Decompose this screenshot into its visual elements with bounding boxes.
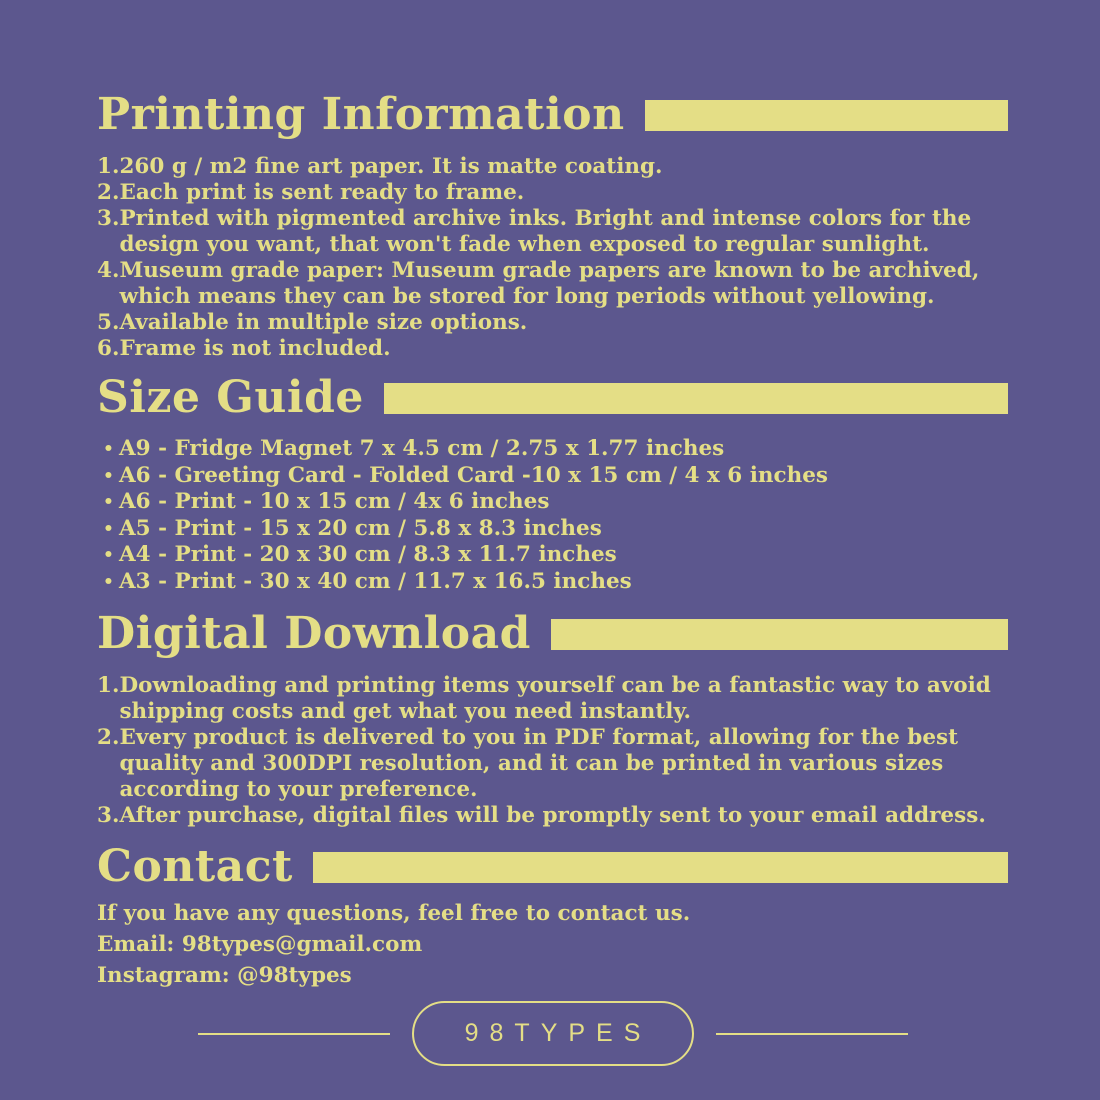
size-guide-heading-row — [97, 373, 1008, 423]
contact-instagram: Instagram: @98types — [97, 963, 352, 988]
list-text: Available in multiple size options. — [119, 310, 528, 335]
brand-name: 98TYPES — [464, 1019, 652, 1047]
list-text: Museum grade paper: Museum grade papers are known to be archived, which means they can be stored for long periods without yellowing. — [119, 258, 980, 309]
list-text: A3 - Print - 30 x 40 cm / 11.7 x 16.5 inches — [119, 568, 632, 594]
contact-title: Contact — [97, 841, 293, 892]
printing-title: Printing Information — [97, 89, 625, 140]
list-marker: 1. — [97, 154, 120, 179]
list-marker: 4. — [97, 258, 120, 283]
list-text: Each print is sent ready to frame. — [119, 180, 525, 205]
digital-download-list — [97, 673, 1008, 829]
section-contact — [97, 842, 1008, 991]
list-item — [97, 154, 1008, 180]
printing-list — [97, 154, 1008, 362]
contact-intro: If you have any questions, feel free to contact us. — [97, 901, 691, 926]
list-text: Downloading and printing items yourself can be a fantastic way to avoid shipping costs and get what you need instantly. — [119, 673, 991, 724]
contact-accent-bar — [313, 852, 1008, 883]
list-item — [97, 725, 1008, 803]
printing-heading-row — [97, 90, 1008, 140]
section-digital-download — [97, 609, 1008, 829]
list-marker: 3. — [97, 206, 120, 231]
section-size-guide — [97, 373, 1008, 595]
list-text: A5 - Print - 15 x 20 cm / 5.8 x 8.3 inches — [119, 515, 602, 541]
list-item — [97, 336, 1008, 362]
section-printing-information — [97, 90, 1008, 362]
bullet-icon: • — [103, 571, 114, 592]
list-text: A4 - Print - 20 x 30 cm / 8.3 x 11.7 inches — [119, 542, 617, 567]
size-guide-list — [97, 436, 1008, 595]
list-text: Every product is delivered to you in PDF format, allowing for the best quality and 300DPI resolution, and it can be printed in various sizes according to your preference. — [119, 725, 959, 802]
bullet-icon: • — [103, 492, 114, 512]
digital-download-accent-bar — [551, 619, 1008, 650]
list-item — [97, 436, 1008, 463]
list-marker: 3. — [97, 803, 120, 828]
contact-email: Email: 98types@gmail.com — [97, 932, 423, 957]
list-text: A6 - Print - 10 x 15 cm / 4x 6 inches — [119, 489, 550, 514]
list-marker: 2. — [97, 180, 120, 205]
left-divider-line — [198, 1033, 390, 1035]
list-item — [97, 569, 1008, 596]
brand-badge — [412, 1001, 694, 1066]
bullet-icon: • — [103, 439, 114, 459]
contact-lines — [97, 898, 1008, 991]
list-text: A6 - Greeting Card - Folded Card -10 x 15 cm / 4 x 6 inches — [119, 462, 829, 488]
digital-download-title: Digital Download — [97, 608, 531, 659]
bullet-icon: • — [103, 465, 114, 486]
printing-accent-bar — [645, 100, 1008, 131]
list-item — [97, 310, 1008, 336]
list-text: Printed with pigmented archive inks. Bright and intense colors for the design you want, that won't fade when exposed to regular sunlight. — [119, 206, 972, 257]
list-item — [97, 463, 1008, 490]
list-marker: 5. — [97, 310, 120, 335]
list-marker: 2. — [97, 725, 120, 750]
list-item — [97, 673, 1008, 725]
list-text: Frame is not included. — [119, 336, 391, 361]
list-marker: 6. — [97, 336, 120, 361]
size-guide-title: Size Guide — [97, 372, 364, 423]
list-text: A9 - Fridge Magnet 7 x 4.5 cm / 2.75 x 1.77 inches — [119, 436, 725, 461]
list-marker: 1. — [97, 673, 120, 698]
contact-heading-row — [97, 842, 1008, 892]
digital-download-heading-row — [97, 609, 1008, 659]
footer-brand-row — [97, 1001, 1008, 1066]
list-item — [97, 542, 1008, 569]
right-divider-line — [716, 1033, 908, 1035]
size-guide-accent-bar — [384, 383, 1008, 414]
list-text: 260 g / m2 fine art paper. It is matte coating. — [119, 154, 663, 179]
list-item — [97, 206, 1008, 258]
list-item — [97, 803, 1008, 829]
list-item — [97, 258, 1008, 310]
list-item — [97, 180, 1008, 206]
bullet-icon: • — [103, 518, 114, 539]
list-item — [97, 489, 1008, 516]
list-item — [97, 516, 1008, 543]
list-text: After purchase, digital files will be promptly sent to your email address. — [119, 803, 986, 828]
bullet-icon: • — [103, 545, 114, 565]
